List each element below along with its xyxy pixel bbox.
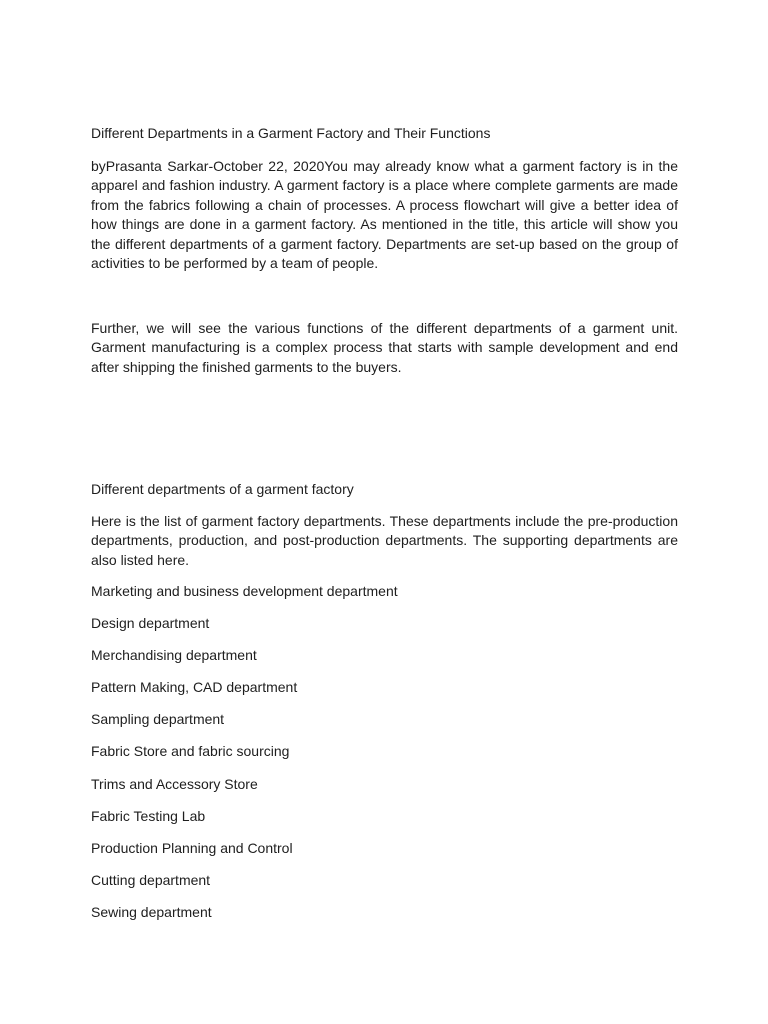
document-page: [91, 124, 678, 935]
department-item: Merchandising department: [91, 647, 257, 664]
department-item: Marketing and business development department: [91, 583, 398, 599]
section-heading: Different departments of a garment factory: [91, 481, 354, 497]
department-item: Design department: [91, 615, 210, 632]
further-paragraph: Further, we will see the various functions of the different departments of a garment unit. Garment manufacturing is a complex process that starts with sample development and end after shipping the finished garments to the buyers.: [91, 319, 678, 375]
department-item: Sewing department: [91, 903, 212, 920]
department-item: Fabric Store and fabric sourcing: [91, 743, 290, 760]
department-item: Trims and Accessory Store: [91, 775, 258, 792]
department-list: [91, 582, 678, 922]
department-item: Fabric Testing Lab: [91, 807, 206, 824]
intro-paragraph: byPrasanta Sarkar-October 22, 2020You may already know what a garment factory is in the apparel and fashion industry. A garment factory is a place where complete garments are made from the fabrics following a chain of processes. A process flowchart will give a better idea of how things are done in a garment factory. As mentioned in the title, this article will show you the different departments of a garment factory. Departments are set-up based on the group of activities to be performed by a team of people.: [91, 157, 678, 271]
list-intro-paragraph: Here is the list of garment factory departments. These departments include the pre-production departments, production, and post-production departments. The supporting departments are also listed here.: [91, 512, 678, 568]
department-item: Pattern Making, CAD department: [91, 679, 298, 696]
department-item: Production Planning and Control: [91, 839, 293, 856]
document-title: Different Departments in a Garment Factory and Their Functions: [91, 125, 491, 141]
department-item: Sampling department: [91, 711, 225, 728]
department-item: Cutting department: [91, 871, 211, 888]
